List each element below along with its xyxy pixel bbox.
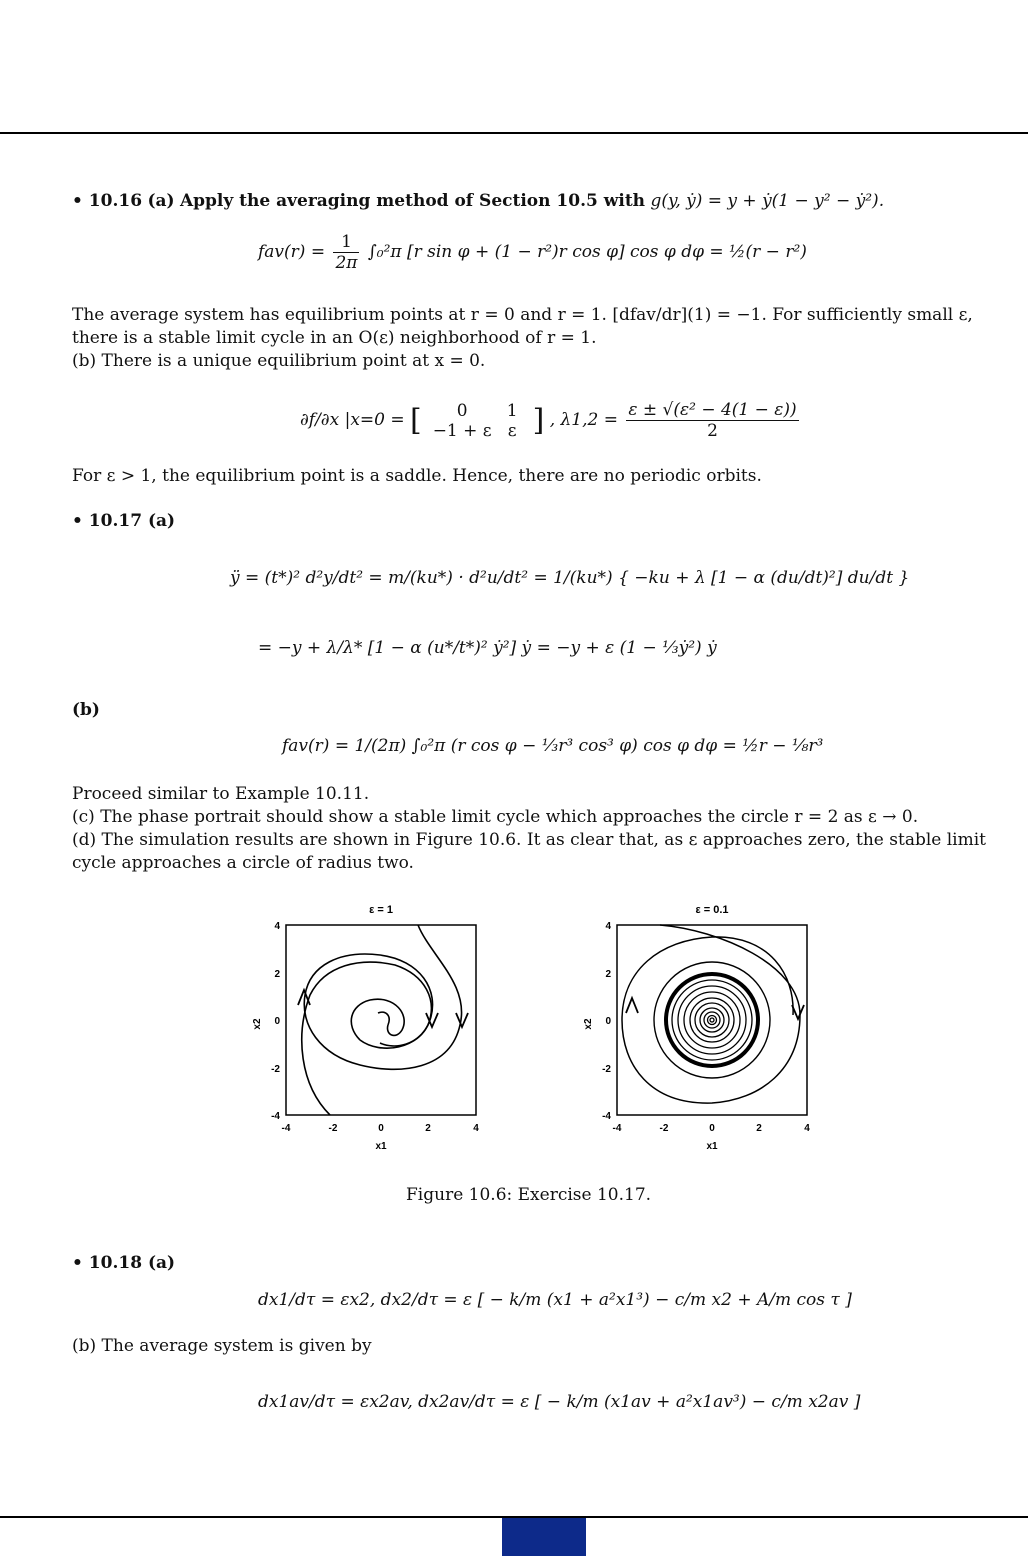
trajectories — [622, 925, 800, 1103]
paragraph-line: For ε > 1, the equilibrium point is a saddle. Hence, there are no periodic orbits. — [72, 466, 762, 486]
svg-text:-2: -2 — [602, 1064, 611, 1075]
svg-text:4: 4 — [473, 1123, 479, 1134]
svg-text:-2: -2 — [328, 1123, 338, 1134]
fav-equation-10-17: fav(r) = 1/(2π) ∫₀²π (r cos φ − ⅓r³ cos³ φ) cos φ dφ = ½r − ⅛r³ — [282, 736, 824, 756]
svg-text:-4: -4 — [602, 1111, 611, 1122]
part-b-label: (b) — [72, 700, 100, 720]
svg-text:2: 2 — [756, 1123, 762, 1134]
fav-equation-10-16: fav(r) = $\frac{1}{2\pi}$ ∫₀²π [r sin φ + (1 − r²)r cos φ] cos φ dφ = ½(r − r²) — [258, 232, 807, 273]
phase-portrait-eps-1 — [252, 904, 479, 1152]
phase-portrait-eps-0-1 — [583, 904, 810, 1152]
problem-number: • 10.17 — [72, 511, 143, 531]
jacobian-equation: ∂f/∂x |x=0 = [ 0 1 −1 + ε ε ] , λ1,2 = $\frac{\text{ε ± √(ε² − 4(1 − ε))}}{2}$ — [300, 400, 797, 441]
plot-frame — [286, 925, 476, 1115]
paragraph-line: Proceed similar to Example 10.11. — [72, 784, 370, 804]
equation-y-double-dot-cont: = −y + λ/λ* [1 − α (u*/t*)² ẏ²] ẏ = −y + ε (1 − ⅓ẏ²) ẏ — [258, 638, 717, 658]
svg-text:-4: -4 — [271, 1111, 280, 1122]
plot-title: ε = 1 — [369, 904, 393, 916]
paragraph-line: (b) The average system is given by — [72, 1336, 372, 1356]
svg-text:4: 4 — [605, 921, 611, 932]
svg-text:0: 0 — [274, 1016, 280, 1027]
y-axis-label: x2 — [583, 1018, 594, 1030]
x-ticks — [282, 1123, 480, 1134]
plot-title: ε = 0.1 — [695, 904, 729, 916]
y-ticks — [602, 921, 611, 1122]
equation-y-double-dot: ÿ = (t*)² d²y/dt² = m/(ku*) · d²u/dt² = 1/(ku*) { −ku + λ [1 − α (du/dt)²] du/dt } — [230, 568, 910, 588]
x-axis-label: x1 — [375, 1141, 387, 1152]
problem-10-18-header: • 10.18 (a) — [72, 1253, 176, 1273]
svg-text:-2: -2 — [659, 1123, 669, 1134]
equation-10-18-a: dx1/dτ = εx2, dx2/dτ = ε [ − k/m (x1 + a²x1³) − c/m x2 + A/m cos τ ] — [258, 1290, 852, 1310]
svg-text:-2: -2 — [271, 1064, 280, 1075]
paragraph-line: cycle approaches a circle of radius two. — [72, 853, 414, 873]
problem-10-16-header: • 10.16 (a) Apply the averaging method of Section 10.5 with g(y, ẏ) = y + ẏ(1 − y² − ẏ²). — [72, 191, 885, 211]
paragraph-line: (c) The phase portrait should show a stable limit cycle which approaches the circle r = 2 as ε → 0. — [72, 807, 919, 827]
svg-text:2: 2 — [605, 969, 611, 980]
arrow — [626, 998, 638, 1013]
svg-text:-4: -4 — [281, 1123, 291, 1134]
svg-text:-4: -4 — [612, 1123, 622, 1134]
problem-number: • 10.16 — [72, 191, 143, 211]
svg-text:4: 4 — [274, 921, 280, 932]
svg-text:2: 2 — [425, 1123, 431, 1134]
paragraph-line: (d) The simulation results are shown in Figure 10.6. It as clear that, as ε approaches zero, the stable limit — [72, 830, 987, 850]
trajectories — [302, 925, 462, 1115]
problem-number: • 10.18 — [72, 1253, 143, 1273]
page-number-box — [502, 1518, 586, 1556]
paragraph-line: there is a stable limit cycle in an O(ε) neighborhood of r = 1. — [72, 328, 597, 348]
figure-caption: Figure 10.6: Exercise 10.17. — [406, 1185, 652, 1205]
paragraph-line: (b) There is a unique equilibrium point at x = 0. — [72, 351, 486, 371]
figure-10-6 — [0, 895, 1028, 1195]
svg-text:0: 0 — [605, 1016, 611, 1027]
svg-text:2: 2 — [274, 969, 280, 980]
paragraph-line: The average system has equilibrium points at r = 0 and r = 1. [dfav/dr](1) = −1. For sufficiently small ε, — [72, 305, 973, 325]
svg-text:4: 4 — [804, 1123, 810, 1134]
equation-10-18-b: dx1av/dτ = εx2av, dx2av/dτ = ε [ − k/m (x1av + a²x1av³) − c/m x2av ] — [258, 1392, 861, 1412]
y-ticks — [271, 921, 280, 1122]
top-rule — [0, 132, 1028, 134]
problem-10-17-header: • 10.17 (a) — [72, 511, 176, 531]
x-axis-label: x1 — [706, 1141, 718, 1152]
y-axis-label: x2 — [252, 1018, 263, 1030]
svg-text:0: 0 — [378, 1123, 384, 1134]
plot-frame — [617, 925, 807, 1115]
svg-text:0: 0 — [709, 1123, 715, 1134]
x-ticks — [613, 1123, 811, 1134]
